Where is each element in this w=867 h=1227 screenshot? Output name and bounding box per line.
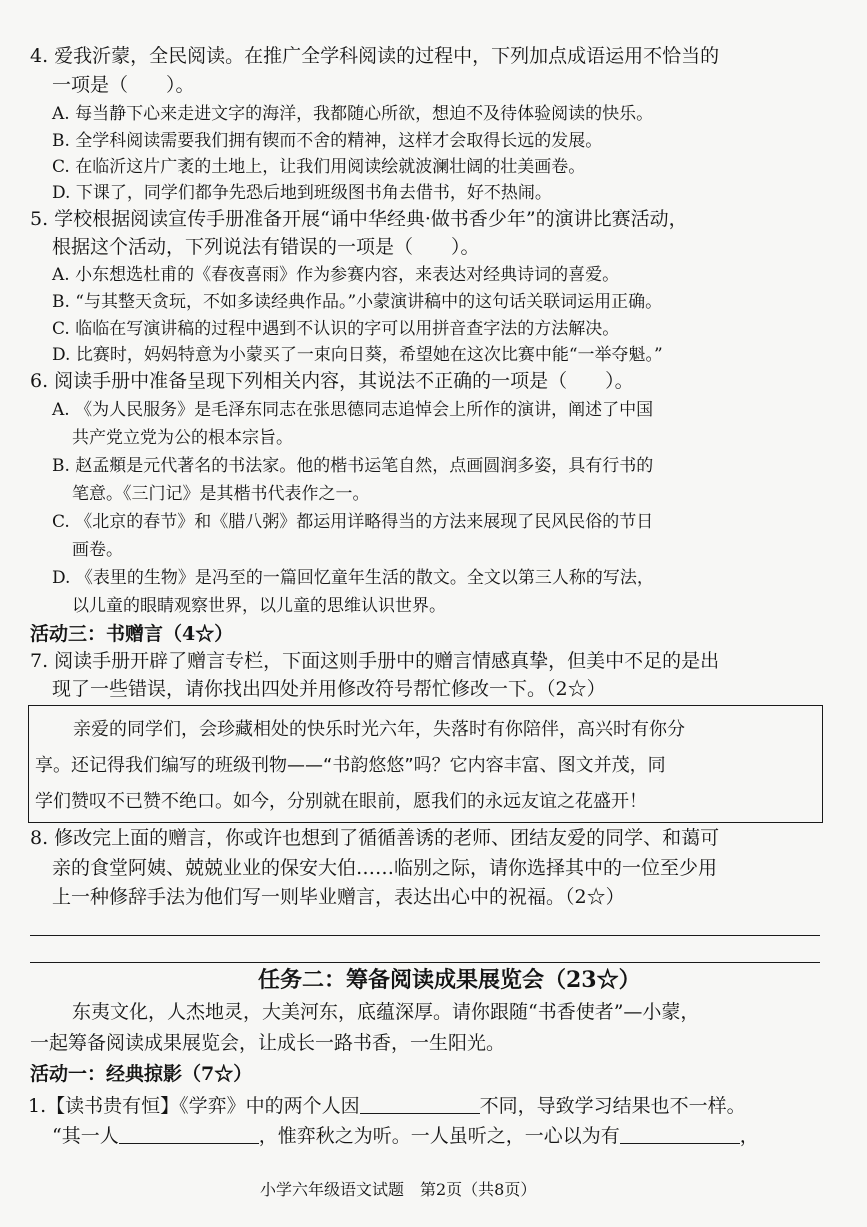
q1-line2-part3: ，: [739, 1125, 759, 1147]
q4-option-b: B. 全学科阅读需要我们拥有锲而不舍的精神，这样才会取得长远的发展。: [52, 131, 603, 151]
q8-line2: 亲的食堂阿姨、兢兢业业的保安大伯……临别之际，请你选择其中的一位至少用: [52, 857, 718, 879]
q1-line2: [52, 1124, 759, 1148]
q6-option-b-line1: B. 赵孟頫是元代著名的书法家。他的楷书运笔自然，点画圆润多姿，具有行书的: [52, 456, 654, 476]
activity3-heading: 活动三：书赠言（4☆）: [30, 623, 234, 645]
answer-line-1[interactable]: [30, 935, 820, 936]
q1-line2-part1: “其一人: [52, 1125, 119, 1147]
q5-option-a: A. 小东想选杜甫的《春夜喜雨》作为参赛内容，来表达对经典诗词的喜爱。: [52, 265, 620, 285]
message-line2: 享。还记得我们编写的班级刊物——“书韵悠悠”吗？它内容丰富、图文并茂，同: [35, 755, 666, 776]
task2-title: 任务二：筹备阅读成果展览会（23☆）: [258, 967, 641, 993]
page-footer: 小学六年级语文试题 第2页（共8页）: [260, 1180, 537, 1199]
q6-option-d-line2: 以儿童的眼睛观察世界，以儿童的思维认识世界。: [72, 596, 446, 616]
q6-option-b-line2: 笔意。《三门记》是其楷书代表作之一。: [72, 484, 370, 504]
q1-line1-part2: 不同，导致学习结果也不一样。: [479, 1095, 746, 1117]
q5-option-c: C. 临临在写演讲稿的过程中遇到不认识的字可以用拼音查字法的方法解决。: [52, 319, 620, 339]
q1-blank-3[interactable]: [620, 1125, 740, 1144]
q5-option-d: D. 比赛时，妈妈特意为小蒙买了一束向日葵，希望她在这次比赛中能“一举夺魁。”: [52, 345, 663, 365]
q1-line1-part1: 1.【读书贵有恒】《学弈》中的两个人因: [28, 1095, 360, 1117]
q8-line1: 8. 修改完上面的赠言，你或许也想到了循循善诱的老师、团结友爱的同学、和蔼可: [30, 827, 720, 849]
message-line1: 亲爱的同学们，会珍藏相处的快乐时光六年，失落时有你陪伴，高兴时有你分: [73, 719, 685, 740]
q6-option-d-line1: D. 《表里的生物》是冯至的一篇回忆童年生活的散文。全文以第三人称的写法，: [52, 568, 654, 588]
q4-option-c: C. 在临沂这片广袤的土地上，让我们用阅读绘就波澜壮阔的壮美画卷。: [52, 157, 586, 177]
task2-intro-line2: 一起筹备阅读成果展览会，让成长一路书香，一生阳光。: [30, 1032, 506, 1054]
q7-stem-line1: 7. 阅读手册开辟了赠言专栏，下面这则手册中的赠言情感真挚，但美中不足的是出: [30, 650, 720, 672]
q4-stem-line1: 4. 爱我沂蒙，全民阅读。在推广全学科阅读的过程中，下列加点成语运用不恰当的: [30, 45, 720, 67]
activity1-heading: 活动一：经典掠影（7☆）: [30, 1063, 253, 1085]
q6-option-a-line2: 共产党立党为公的根本宗旨。: [72, 428, 293, 448]
q5-stem-line2: 根据这个活动，下列说法有错误的一项是（ ）。: [52, 236, 480, 258]
q6-option-c-line2: 画卷。: [72, 540, 123, 560]
q1-line2-part2: ，惟弈秋之为听。一人虽听之，一心以为有: [258, 1125, 620, 1147]
q4-option-d: D. 下课了，同学们都争先恐后地到班级图书角去借书，好不热闹。: [52, 183, 552, 203]
q4-option-a: A. 每当静下心来走进文字的海洋，我都随心所欲，想迫不及待体验阅读的快乐。: [52, 104, 654, 124]
q5-stem-line1: 5. 学校根据阅读宣传手册准备开展“诵中华经典·做书香少年”的演讲比赛活动，: [30, 208, 688, 230]
q6-stem: 6. 阅读手册中准备呈现下列相关内容，其说法不正确的一项是（ ）。: [30, 370, 634, 392]
q1-blank-1[interactable]: [360, 1095, 480, 1114]
q4-stem-line2: 一项是（ ）。: [52, 74, 195, 96]
task2-intro-line1: 东夷文化，人杰地灵，大美河东，底蕴深厚。请你跟随“书香使者”—小蒙，: [72, 1001, 700, 1023]
q8-line3: 上一种修辞手法为他们写一则毕业赠言，表达出心中的祝福。（2☆）: [52, 886, 625, 908]
farewell-message-box: [28, 705, 823, 823]
q5-option-b: B. “与其整天贪玩，不如多读经典作品。”小蒙演讲稿中的这句话关联词运用正确。: [52, 292, 663, 312]
answer-line-2[interactable]: [30, 962, 820, 963]
q6-option-c-line1: C. 《北京的春节》和《腊八粥》都运用详略得当的方法来展现了民风民俗的节日: [52, 512, 654, 532]
message-line3: 学们赞叹不已赞不绝口。如今，分别就在眼前，愿我们的永远友谊之花盛开！: [35, 791, 647, 812]
q7-stem-line2: 现了一些错误，请你找出四处并用修改符号帮忙修改一下。（2☆）: [52, 678, 606, 700]
q1-line1: [28, 1094, 746, 1118]
q1-blank-2[interactable]: [119, 1125, 259, 1144]
q6-option-a-line1: A. 《为人民服务》是毛泽东同志在张思德同志追悼会上所作的演讲，阐述了中国: [52, 400, 654, 420]
